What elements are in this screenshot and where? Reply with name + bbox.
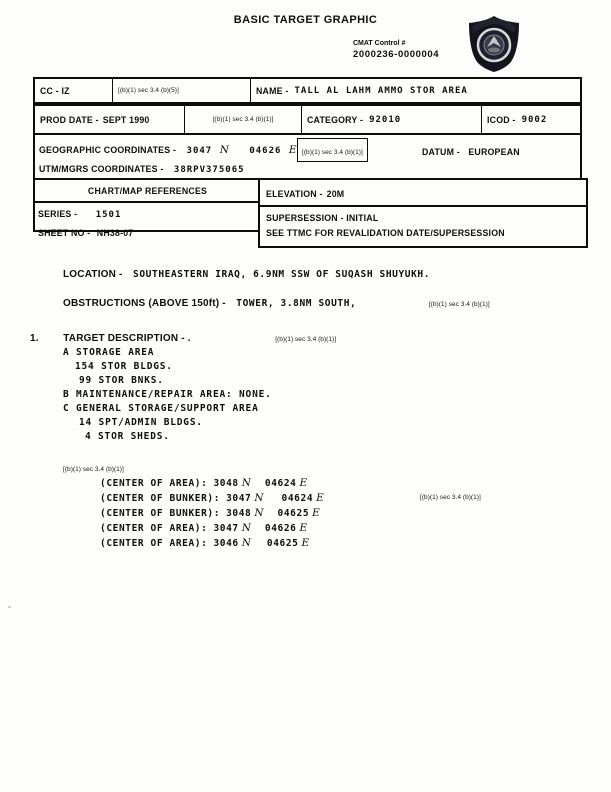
coord-lat: 3046 [213, 538, 239, 549]
redaction-cell-2 [185, 106, 302, 133]
list-line-stor-bnks: 99 STOR BNKS. [79, 375, 164, 386]
coord-lon-dir: E [312, 507, 320, 519]
series-label: SERIES - [38, 209, 78, 219]
coord-lon: 04624 [281, 493, 314, 504]
cc-cell [35, 79, 113, 102]
name-label: NAME - [256, 85, 289, 96]
elevation-label: ELEVATION - [266, 188, 323, 199]
chart-map-cell [33, 178, 262, 238]
list-line-stor-bldgs: 154 STOR BLDGS. [75, 361, 173, 372]
sheet-label: SHEET NO - [38, 228, 91, 238]
geo-lat-value: 3047 [186, 146, 213, 156]
redaction-cell-1 [113, 79, 251, 102]
coord-lon: 04626 [264, 523, 297, 534]
obstructions-label: OBSTRUCTIONS (ABOVE 150ft) - [63, 298, 226, 309]
coord-lon: 04625 [277, 508, 310, 519]
page-title: BASIC TARGET GRAPHIC [233, 14, 378, 26]
coord-lon: 04624 [264, 478, 297, 489]
coordinate-row [100, 476, 324, 491]
coord-lon: 04625 [266, 538, 299, 549]
name-cell [251, 79, 580, 102]
coord-lat: 3048 [226, 508, 252, 519]
coord-lat: 3047 [226, 493, 252, 504]
category-label: CATEGORY - [307, 114, 364, 125]
coord-lat: 3048 [213, 478, 239, 489]
redaction-text: [(b)(1) sec 3.4 (b)(1)] [212, 116, 274, 123]
item-number: 1. [30, 333, 39, 344]
center-coordinates-block [100, 476, 324, 551]
coord-label: (CENTER OF AREA): [100, 538, 208, 549]
coord-lat: 3047 [213, 523, 239, 534]
datum-value: EUROPEAN [468, 147, 520, 157]
table-row-country [33, 77, 582, 104]
sheet-line [35, 222, 260, 241]
target-description-list [63, 346, 272, 444]
redaction-text: [(b)(1) sec 3.4 (b)(1)] [302, 149, 363, 156]
name-value: TALL AL LAHM AMMO STOR AREA [294, 85, 468, 96]
redaction-box-3 [297, 138, 368, 162]
redaction-text: [(b)(1) sec 3.4 (b)(5)] [118, 87, 179, 94]
coord-label: (CENTER OF BUNKER): [100, 508, 221, 519]
coord-lon-dir: E [301, 537, 310, 549]
datum-line [422, 142, 520, 160]
chart-map-header [35, 180, 260, 203]
location-label: LOCATION - [63, 269, 123, 280]
cmat-control-label: CMAT Control # [353, 40, 406, 47]
supersession-line-2 [266, 225, 586, 240]
cmat-control-block [353, 40, 439, 60]
supersession-line-1 [266, 210, 586, 225]
table-row-coordinates [33, 133, 582, 180]
cmat-control-number: 2000236-0000004 [353, 49, 440, 60]
geographic-coordinates-line [39, 140, 297, 158]
scan-speck [8, 606, 11, 608]
utm-line [39, 159, 245, 177]
sheet-value: NH38-07 [96, 228, 134, 238]
coord-label: (CENTER OF BUNKER): [100, 493, 221, 504]
agency-seal-graphic [466, 15, 522, 73]
coords-redaction [63, 458, 124, 476]
coord-label: (CENTER OF AREA): [100, 523, 208, 534]
coord-label: (CENTER OF AREA): [100, 478, 208, 489]
coord-lat-dir: N [241, 537, 251, 549]
coord-lat-dir: N [241, 522, 251, 534]
coord-lon-dir: E [299, 522, 308, 534]
supersession-text-1: SUPERSESSION - INITIAL [266, 213, 379, 223]
coord-lon-dir: E [299, 477, 308, 489]
series-value: 1501 [95, 210, 122, 220]
coordinate-row [100, 536, 324, 551]
icod-label: ICOD - [487, 114, 516, 125]
redaction-text: [(b)(1) sec 3.4 (b)(1)] [275, 336, 337, 343]
geo-coordinates-label: GEOGRAPHIC COORDINATES - [39, 145, 177, 155]
coord-lat-dir: N [241, 477, 251, 489]
list-line-spt-admin: 14 SPT/ADMIN BLDGS. [79, 417, 203, 428]
elevation-value: 20M [326, 188, 345, 199]
geo-lon-value: 04626 [249, 146, 282, 156]
icod-value: 9002 [521, 114, 548, 125]
category-cell [302, 106, 482, 133]
prod-date-value: SEPT 1990 [102, 114, 150, 125]
list-line-stor-sheds: 4 STOR SHEDS. [85, 431, 170, 442]
coord-lon-dir: E [316, 492, 324, 504]
list-line-general-storage: C GENERAL STORAGE/SUPPORT AREA [63, 403, 259, 414]
coordinate-row [100, 491, 324, 506]
cc-label: CC - IZ [40, 85, 70, 96]
series-line [35, 203, 260, 222]
prod-date-label: PROD DATE - [40, 114, 99, 125]
chart-map-header-label: CHART/MAP REFERENCES [87, 185, 208, 196]
prod-date-cell [35, 106, 185, 133]
list-line-maintenance: B MAINTENANCE/REPAIR AREA: NONE. [63, 389, 272, 400]
list-line-storage-area: A STORAGE AREA [63, 347, 155, 358]
obstructions-line [63, 293, 490, 311]
target-description-line [30, 328, 336, 346]
supersession-text-2: SEE TTMC FOR REVALIDATION DATE/SUPERSESSION [266, 228, 505, 238]
coordinate-row [100, 506, 324, 521]
category-value: 92010 [369, 114, 402, 125]
coords-right-redaction [420, 486, 481, 504]
coordinate-row [100, 521, 324, 536]
location-line [63, 264, 430, 282]
redaction-text: [(b)(1) sec 3.4 (b)(1)] [428, 301, 490, 308]
supersession-cell [258, 205, 588, 248]
location-value: SOUTHEASTERN IRAQ, 6.9NM SSW OF SUQASH SHUYUKH. [133, 269, 431, 280]
datum-label: DATUM - [422, 147, 460, 157]
utm-label: UTM/MGRS COORDINATES - [39, 164, 164, 174]
geo-lat-dir: N [219, 144, 229, 156]
utm-value: 38RPV375065 [173, 165, 245, 175]
icod-cell [482, 106, 580, 133]
table-row-prod [33, 104, 582, 135]
agency-seal-icon [466, 15, 522, 73]
geo-lon-dir: E [288, 144, 297, 156]
redaction-text: [(b)(1) sec 3.4 (b)(1)] [420, 494, 481, 501]
coord-lat-dir: N [254, 492, 264, 504]
redaction-text: [(b)(1) sec 3.4 (b)(1)] [63, 466, 124, 473]
coord-lat-dir: N [254, 507, 264, 519]
obstructions-value: TOWER, 3.8NM SOUTH, [236, 298, 357, 309]
target-description-label: TARGET DESCRIPTION - . [63, 333, 191, 344]
